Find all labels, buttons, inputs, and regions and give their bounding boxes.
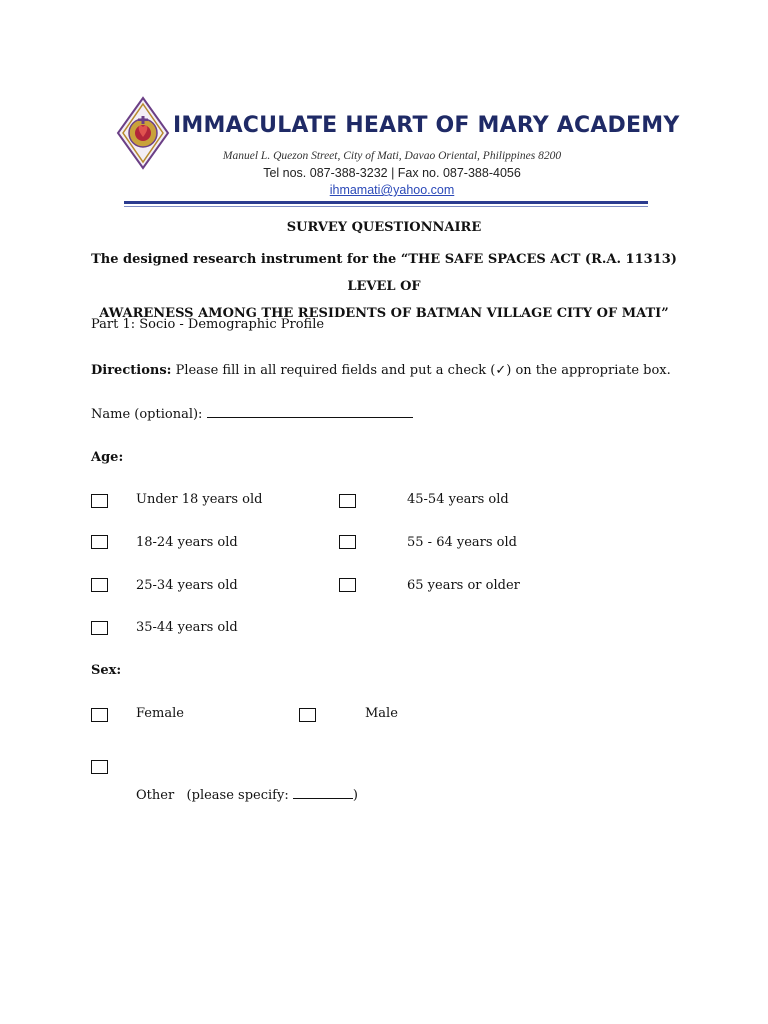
sex-other-checkbox[interactable] bbox=[91, 760, 108, 774]
directions-text: Please fill in all required fields and put a check (✓) on the appropriate box. bbox=[171, 363, 671, 378]
age-25-34-label: 25-34 years old bbox=[136, 578, 238, 593]
school-name: IMMACULATE HEART OF MARY ACADEMY bbox=[173, 113, 680, 138]
age-35-44-label: 35-44 years old bbox=[136, 620, 238, 635]
document-subtitle bbox=[86, 246, 682, 327]
age-35-44-checkbox[interactable] bbox=[91, 621, 108, 635]
age-45-54-checkbox[interactable] bbox=[339, 494, 356, 508]
document-subtitle-line-2: AWARENESS AMONG THE RESIDENTS OF BATMAN VILLAGE CITY OF MATI” bbox=[99, 306, 669, 321]
school-address: Manuel L. Quezon Street, City of Mati, Davao Oriental, Philippines 8200 bbox=[222, 150, 562, 162]
document-title: SURVEY QUESTIONNAIRE bbox=[286, 220, 482, 235]
name-label: Name (optional): bbox=[91, 407, 207, 422]
header-divider-thick bbox=[124, 201, 648, 204]
document-subtitle-line-1: The designed research instrument for the “THE SAFE SPACES ACT (R.A. 11313) LEVEL OF bbox=[91, 252, 677, 294]
sex-other-row bbox=[136, 788, 358, 803]
age-under-18-checkbox[interactable] bbox=[91, 494, 108, 508]
sex-label: Sex: bbox=[91, 663, 122, 678]
age-18-24-label: 18-24 years old bbox=[136, 535, 238, 550]
school-contact-numbers: Tel nos. 087-388-3232 | Fax no. 087-388-4056 bbox=[263, 166, 521, 180]
age-18-24-checkbox[interactable] bbox=[91, 535, 108, 549]
age-55-64-checkbox[interactable] bbox=[339, 535, 356, 549]
sex-female-label: Female bbox=[136, 706, 184, 721]
directions-label: Directions: bbox=[91, 363, 172, 378]
school-email-link[interactable]: ihmamati@yahoo.com bbox=[329, 183, 455, 197]
age-under-18-label: Under 18 years old bbox=[136, 492, 263, 507]
directions bbox=[91, 363, 671, 378]
age-65-plus-checkbox[interactable] bbox=[339, 578, 356, 592]
age-65-plus-label: 65 years or older bbox=[407, 578, 520, 593]
age-label: Age: bbox=[91, 450, 124, 465]
part-heading: Part 1: Socio - Demographic Profile bbox=[91, 317, 325, 332]
age-55-64-label: 55 - 64 years old bbox=[407, 535, 517, 550]
sex-other-label: Other (please specify: bbox=[136, 788, 293, 803]
sex-other-close-paren: ) bbox=[352, 788, 358, 803]
header-divider-thin bbox=[124, 206, 648, 207]
sex-female-checkbox[interactable] bbox=[91, 708, 108, 722]
sex-male-checkbox[interactable] bbox=[299, 708, 316, 722]
sex-other-blank-field[interactable] bbox=[293, 797, 353, 799]
age-45-54-label: 45-54 years old bbox=[407, 492, 509, 507]
age-25-34-checkbox[interactable] bbox=[91, 578, 108, 592]
name-field-row bbox=[91, 407, 413, 422]
sex-male-label: Male bbox=[365, 706, 398, 721]
name-blank-field[interactable] bbox=[207, 416, 413, 418]
